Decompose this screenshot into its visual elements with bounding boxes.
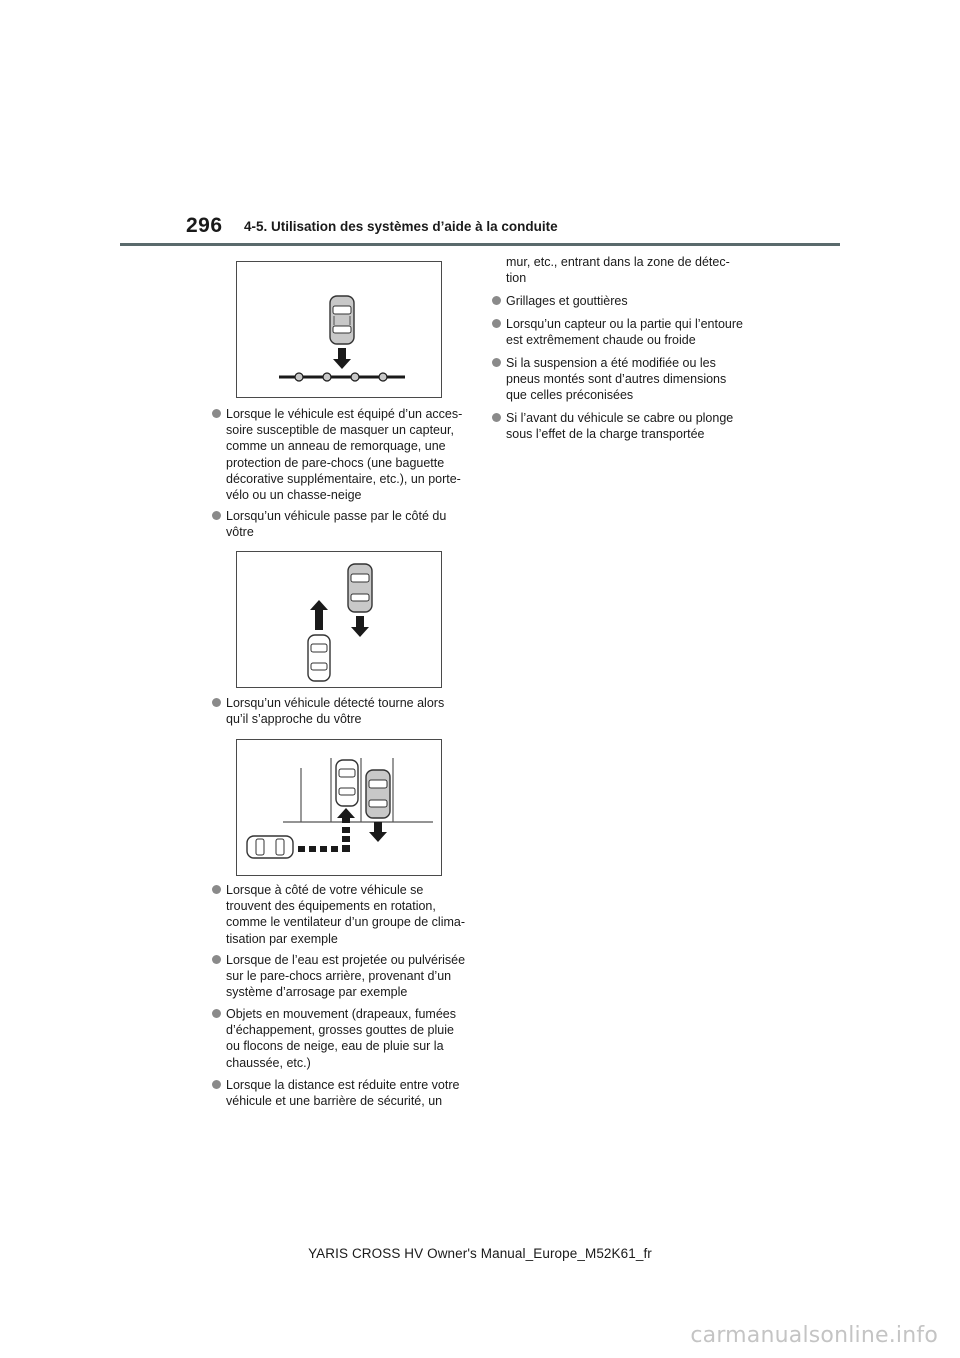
car-icon: [366, 770, 390, 818]
header-divider: [120, 243, 840, 246]
down-arrow-icon: [351, 616, 369, 637]
bullet-icon: [492, 413, 501, 422]
list-item: Lorsque à côté de votre véhicule se trouvent des équipements en rotation, comme le ventilateur d’un groupe de clima- tisation par exemple: [212, 882, 472, 947]
up-arrow-icon: [337, 808, 355, 823]
bullet-icon: [212, 955, 221, 964]
accessory-illustration: [237, 262, 443, 399]
bullet-icon: [212, 885, 221, 894]
sensor-bar-icon: [279, 373, 405, 381]
bullet-icon: [212, 1009, 221, 1018]
continued-text: mur, etc., entrant dans la zone de détec- tion: [506, 255, 730, 286]
dashed-path-icon: [298, 827, 350, 852]
bullet-icon: [212, 511, 221, 520]
bullet-icon: [212, 698, 221, 707]
page-header: [0, 214, 960, 248]
bullet-icon: [212, 1080, 221, 1089]
list-item: Lorsqu’un véhicule détecté tourne alors qu’il s’approche du vôtre: [212, 695, 472, 727]
figure-passing-vehicle: [236, 551, 442, 688]
section-title: 4-5. Utilisation des systèmes d’aide à la conduite: [244, 219, 558, 234]
car-icon: [330, 296, 354, 344]
turning-illustration: [237, 740, 443, 877]
figure-turning-vehicle: [236, 739, 442, 876]
figure-accessory-sensor: [236, 261, 442, 398]
list-item: Objets en mouvement (drapeaux, fumées d’échappement, grosses gouttes de pluie ou flocons de neige, eau de pluie sur la chaussée, etc.): [212, 1006, 472, 1071]
list-item: Grillages et gouttières: [492, 293, 762, 309]
passing-illustration: [237, 552, 443, 689]
car-icon: [348, 564, 372, 612]
list-item: Si l’avant du véhicule se cabre ou plonge sous l’effet de la charge transportée: [492, 410, 762, 442]
up-arrow-icon: [310, 600, 328, 630]
list-item: Lorsque le véhicule est équipé d’un acces- soire susceptible de masquer un capteur, comme un anneau de remorquage, une protection de pare-chocs (une baguette décorative supplémentaire, etc.), un porte- vélo ou un chasse-neige: [212, 406, 472, 503]
list-item: Lorsqu’un capteur ou la partie qui l’entoure est extrêmement chaude ou froide: [492, 316, 762, 348]
car-icon: [336, 760, 358, 806]
list-item: Lorsqu’un véhicule passe par le côté du vôtre: [212, 508, 472, 540]
page-footer: YARIS CROSS HV Owner's Manual_Europe_M52K61_fr: [308, 1246, 652, 1261]
car-icon: [247, 836, 293, 858]
list-item: Lorsque la distance est réduite entre votre véhicule et une barrière de sécurité, un: [212, 1077, 472, 1109]
page-number: 296: [186, 214, 223, 237]
down-arrow-icon: [333, 348, 351, 369]
watermark: carmanualsonline.info: [690, 1323, 938, 1348]
car-icon: [308, 635, 330, 681]
bullet-icon: [492, 319, 501, 328]
list-item: Lorsque de l’eau est projetée ou pulvérisée sur le pare-chocs arrière, provenant d’un système d’arrosage par exemple: [212, 952, 472, 1001]
bullet-icon: [492, 296, 501, 305]
bullet-icon: [492, 358, 501, 367]
list-item: Si la suspension a été modifiée ou les pneus montés sont d’autres dimensions que celles préconisées: [492, 355, 762, 404]
down-arrow-icon: [369, 822, 387, 842]
bullet-icon: [212, 409, 221, 418]
